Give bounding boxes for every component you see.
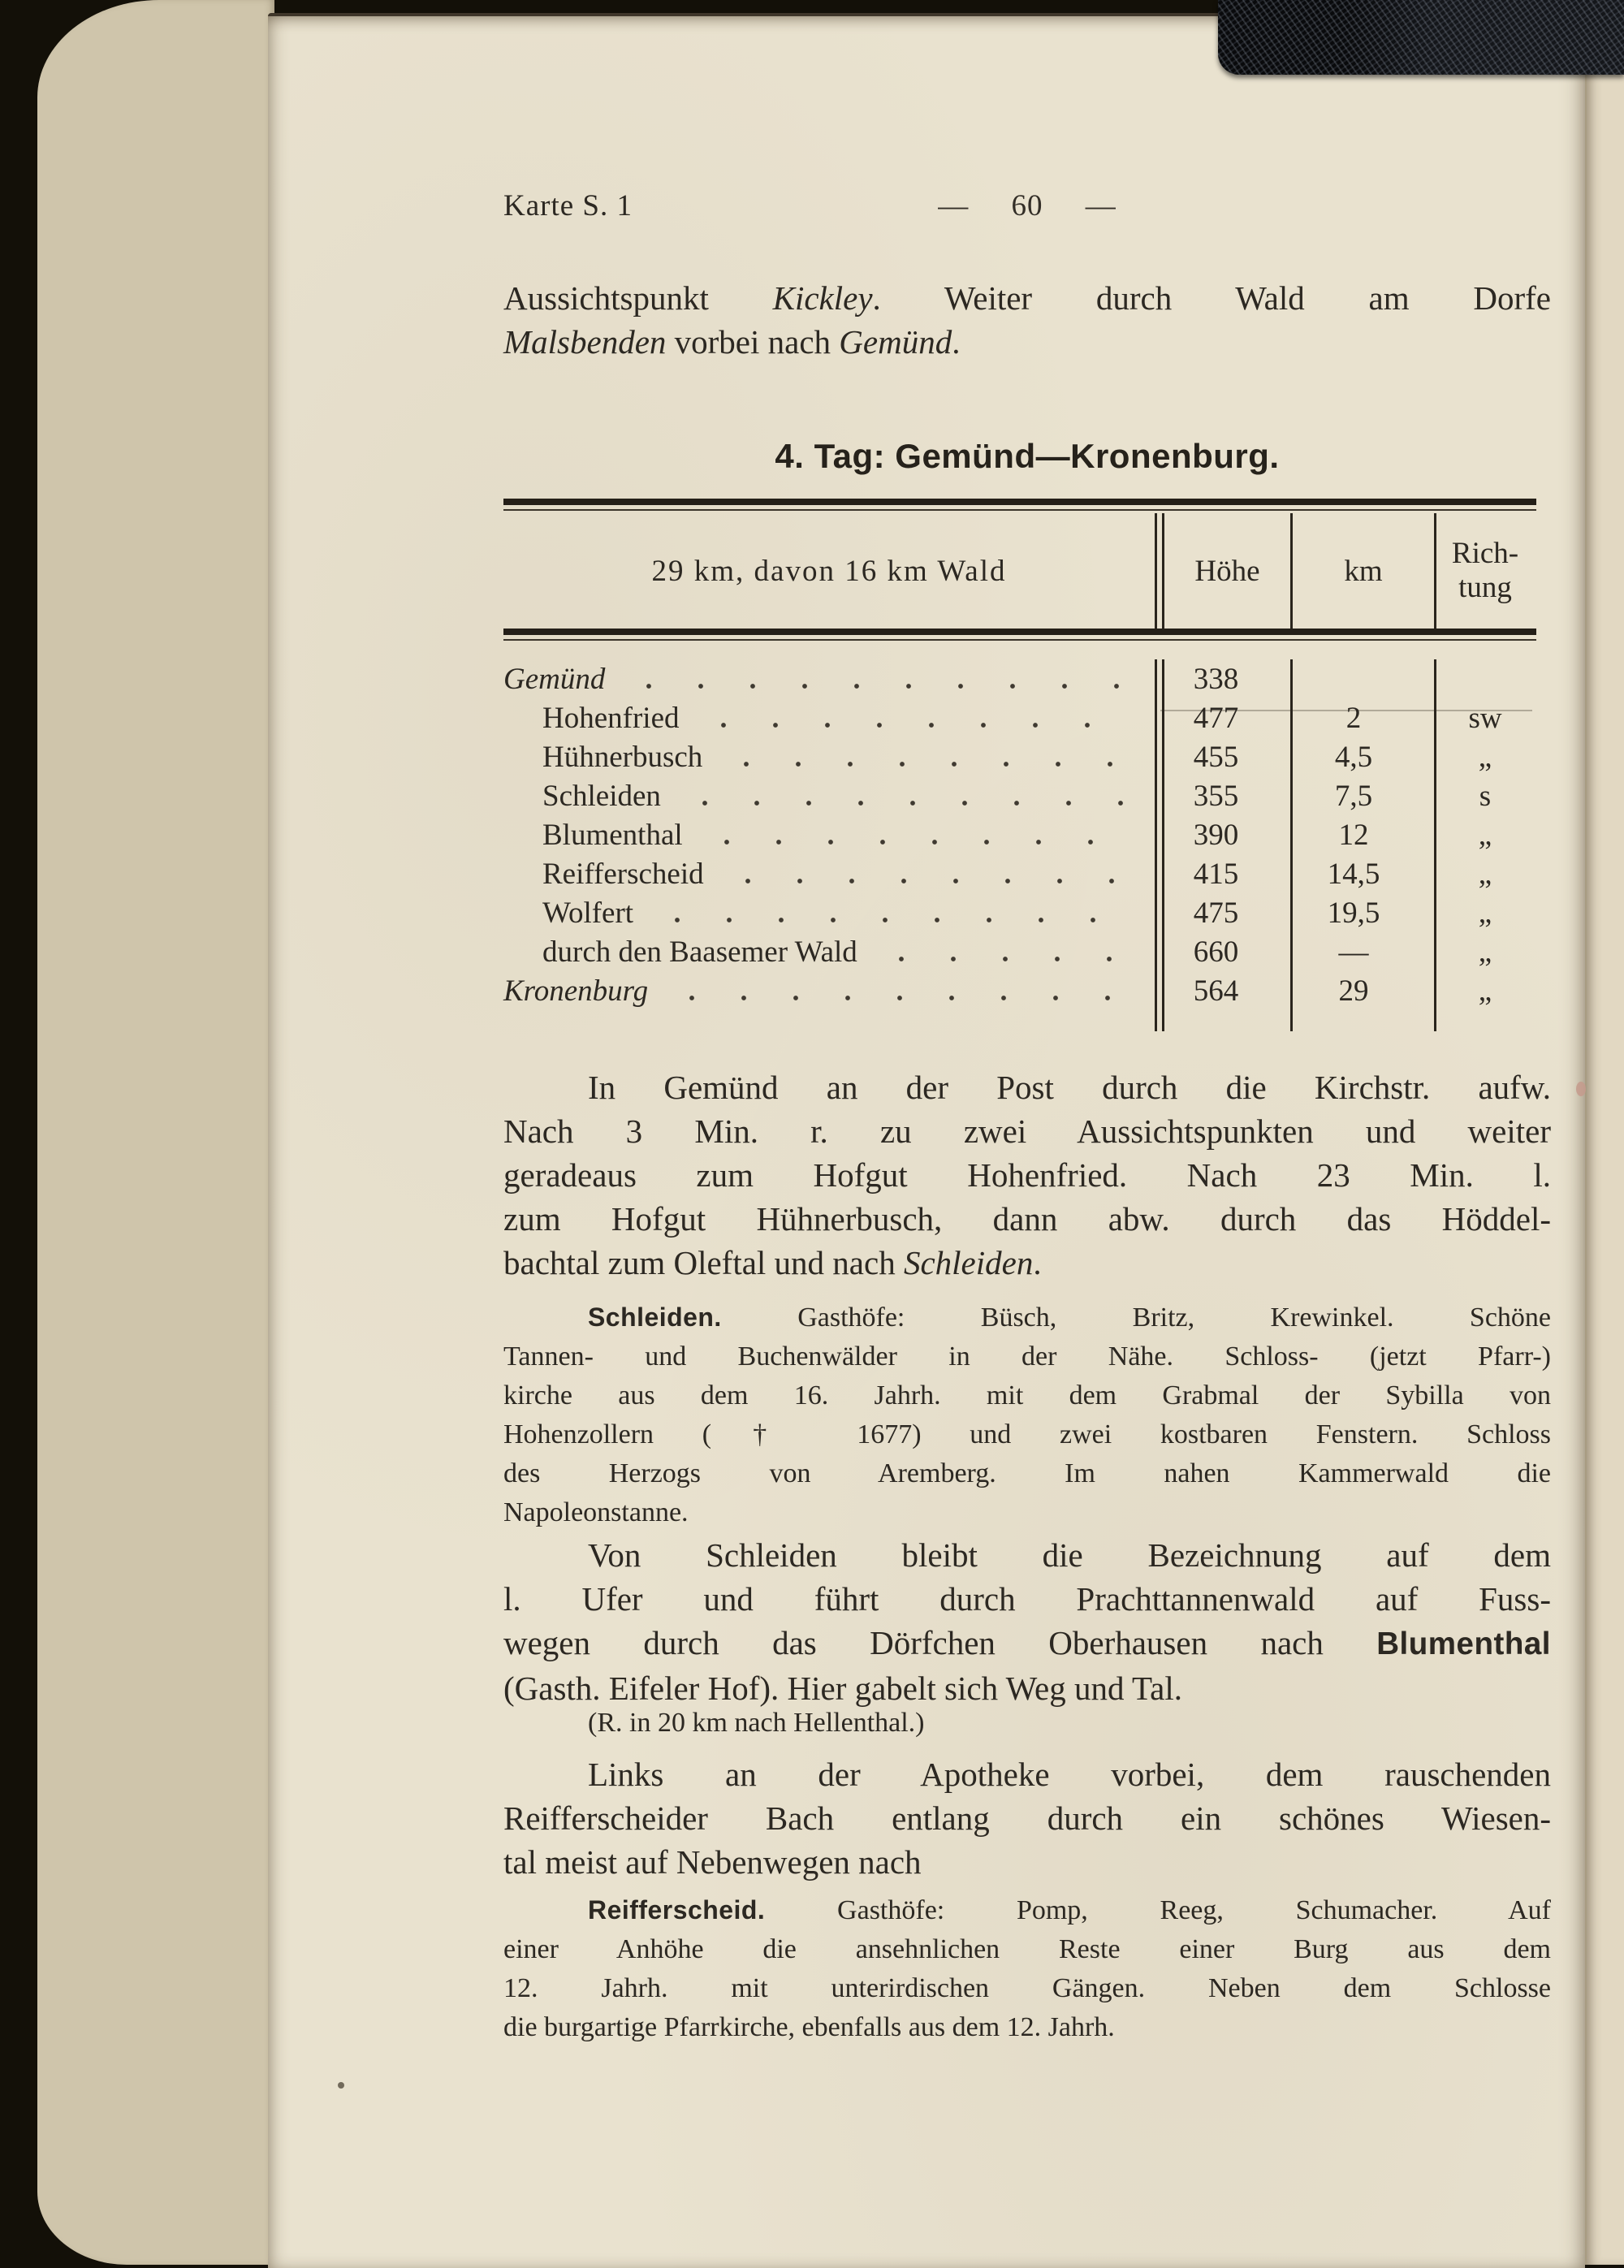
- table-row: [503, 815, 1536, 854]
- text-line: Reifferscheider Bach entlang durch ein schönes Wiesen-: [503, 1799, 1551, 1837]
- text-line: bachtal zum Oleftal und nach Schleiden.: [503, 1244, 1042, 1281]
- cell-hoehe: 338: [1162, 659, 1290, 698]
- cell-km: 2: [1290, 698, 1434, 737]
- cell-km: —: [1290, 932, 1434, 971]
- cell-hoehe: 477: [1162, 698, 1290, 737]
- dot-leader: [679, 779, 1134, 815]
- dot-leader: [875, 935, 1134, 971]
- text-line: Nach 3 Min. r. zu zwei Aussichtspunkten und weiter: [503, 1112, 1551, 1150]
- table-row: [503, 737, 1536, 776]
- cell-hoehe: 660: [1162, 932, 1290, 971]
- page-stack-edges: [37, 0, 274, 2265]
- table-row: [503, 776, 1536, 815]
- italic-place-name: Malsbenden: [503, 323, 667, 361]
- text-line: Napoleonstanne.: [503, 1497, 689, 1527]
- cell-km: 14,5: [1290, 854, 1434, 893]
- table-header: [503, 513, 1536, 629]
- ink-dot: [338, 2082, 344, 2089]
- text-line: l. Ufer und führt durch Prachttannenwald auf Fuss-: [503, 1580, 1551, 1618]
- route-point-name: Wolfert: [542, 896, 634, 930]
- cell-km: 12: [1290, 815, 1434, 854]
- paragraph-apotheke: [503, 1752, 1551, 1884]
- route-point-cell: [503, 854, 1157, 893]
- text-line: einer Anhöhe die ansehnlichen Reste einer Burg aus dem: [503, 1934, 1551, 1964]
- cell-hoehe: 475: [1162, 893, 1290, 932]
- italic-place-name: Schleiden: [903, 1244, 1034, 1281]
- bold-place-name: Schleiden.: [588, 1302, 722, 1332]
- route-point-name: Gemünd: [503, 663, 606, 696]
- cell-richtung: „: [1434, 893, 1534, 932]
- facing-page-edge: [1585, 71, 1624, 2265]
- table-top-rule: [503, 499, 1536, 511]
- route-point-name: Reifferscheid: [542, 858, 704, 891]
- day-heading: 4. Tag: Gemünd—Kronenburg.: [775, 437, 1280, 475]
- text-line: kirche aus dem 16. Jahrh. mit dem Grabmal der Sybilla von: [503, 1380, 1551, 1410]
- text-line: 12. Jahrh. mit unterirdischen Gängen. Neben dem Schlosse: [503, 1973, 1551, 2003]
- text-line: Hohenzollern († 1677) und zwei kostbaren Fenstern. Schloss: [503, 1419, 1551, 1449]
- cell-hoehe: 390: [1162, 815, 1290, 854]
- cell-richtung: „: [1434, 932, 1534, 971]
- table-body: [503, 643, 1536, 1031]
- text-line: Aussichtspunkt Kickley. Weiter durch Wald am Dorfe: [503, 279, 1551, 317]
- route-point-cell: [503, 932, 1157, 971]
- text-line: Links an der Apotheke vorbei, dem rauschenden: [588, 1756, 1551, 1793]
- route-point-name: Blumenthal: [542, 819, 683, 852]
- route-point-cell: [503, 698, 1157, 737]
- paragraph-hellenthal-note: [503, 1704, 1551, 1743]
- paragraph-intro: [503, 276, 1551, 364]
- cell-hoehe: 455: [1162, 737, 1290, 776]
- dot-leader: [623, 662, 1134, 698]
- route-point-name: durch den Baasemer Wald: [542, 935, 857, 969]
- map-reference: Karte S. 1: [503, 189, 633, 222]
- text-line: In Gemünd an der Post durch die Kirchstr. aufw.: [588, 1069, 1551, 1106]
- cell-hoehe: 355: [1162, 776, 1290, 815]
- text-line: Tannen- und Buchenwälder in der Nähe. Schloss- (jetzt Pfarr-): [503, 1341, 1551, 1372]
- running-head: [503, 188, 1551, 226]
- cell-richtung: „: [1434, 737, 1534, 776]
- text-line: tal meist auf Nebenwegen nach: [503, 1843, 922, 1881]
- route-point-cell: [503, 971, 1157, 1010]
- route-point-name: Hühnerbusch: [542, 741, 703, 774]
- paragraph-reifferscheid: [503, 1890, 1551, 2047]
- route-point-cell: [503, 776, 1157, 815]
- route-point-name: Kronenburg: [503, 974, 649, 1008]
- paragraph-schleiden: [503, 1298, 1551, 1532]
- cell-km: 29: [1290, 971, 1434, 1010]
- cell-richtung: „: [1434, 815, 1534, 854]
- header-richtung: Rich- tung: [1434, 513, 1534, 629]
- italic-place-name: Gemünd: [839, 323, 952, 361]
- dot-leader: [722, 857, 1134, 893]
- text-line: geradeaus zum Hofgut Hohenfried. Nach 23 Min. l.: [503, 1156, 1551, 1194]
- text-line: die burgartige Pfarrkirche, ebenfalls aus dem 12. Jahrh.: [503, 2012, 1115, 2042]
- book-page: [268, 13, 1585, 2268]
- route-point-cell: [503, 659, 1157, 698]
- paragraph-gemuend-route: [503, 1065, 1551, 1285]
- text-line: (Gasth. Eifeler Hof). Hier gabelt sich Weg und Tal.: [503, 1670, 1182, 1707]
- route-point-name: Hohenfried: [542, 702, 680, 735]
- text-line: (R. in 20 km nach Hellenthal.): [588, 1708, 925, 1738]
- cell-hoehe: 415: [1162, 854, 1290, 893]
- cell-km: [1290, 659, 1434, 698]
- bold-place-name: Reifferscheid.: [588, 1895, 766, 1925]
- table-row: [503, 932, 1536, 971]
- text-line: des Herzogs von Aremberg. Im nahen Kammerwald die: [503, 1458, 1551, 1488]
- cell-km: 7,5: [1290, 776, 1434, 815]
- header-km: km: [1290, 513, 1434, 629]
- italic-place-name: Kickley: [772, 279, 873, 317]
- cell-richtung: [1434, 659, 1534, 698]
- dot-leader: [720, 740, 1134, 776]
- dot-leader: [666, 974, 1134, 1010]
- header-hoehe: Höhe: [1162, 513, 1290, 629]
- route-point-name: Schleiden: [542, 780, 661, 813]
- table-row: [503, 698, 1536, 737]
- paragraph-von-schleiden: [503, 1533, 1551, 1710]
- page-number: — 60 —: [938, 189, 1116, 222]
- book-cover-cloth: [1218, 0, 1624, 75]
- text-line: Reifferscheid. Gasthöfe: Pomp, Reeg, Schumacher. Auf: [588, 1895, 1551, 1925]
- paper-speck: [1576, 1082, 1586, 1096]
- table-row: [503, 659, 1536, 698]
- table-row: [503, 971, 1536, 1010]
- cell-richtung: „: [1434, 971, 1534, 1010]
- route-point-cell: [503, 893, 1157, 932]
- header-route: 29 km, davon 16 km Wald: [503, 513, 1157, 629]
- table-row-spacer: [503, 1010, 1536, 1031]
- dot-leader: [651, 896, 1134, 932]
- text-line: Malsbenden vorbei nach Gemünd.: [503, 323, 961, 361]
- cell-richtung: „: [1434, 854, 1534, 893]
- route-point-cell: [503, 737, 1157, 776]
- dot-leader: [701, 818, 1134, 854]
- table-mid-rule: [503, 629, 1536, 641]
- cell-richtung: sw: [1434, 698, 1534, 737]
- dot-leader: [698, 701, 1134, 737]
- route-point-cell: [503, 815, 1157, 854]
- cell-richtung: s: [1434, 776, 1534, 815]
- text-line: wegen durch das Dörfchen Oberhausen nach Blumenthal: [503, 1624, 1551, 1661]
- cell-km: 4,5: [1290, 737, 1434, 776]
- text-line: zum Hofgut Hühnerbusch, dann abw. durch das Höddel-: [503, 1200, 1551, 1238]
- cell-km: 19,5: [1290, 893, 1434, 932]
- cell-hoehe: 564: [1162, 971, 1290, 1010]
- text-line: Schleiden. Gasthöfe: Büsch, Britz, Krewinkel. Schöne: [588, 1302, 1551, 1333]
- bold-place-name: Blumenthal: [1376, 1626, 1551, 1661]
- table-row: [503, 854, 1536, 893]
- text-line: Von Schleiden bleibt die Bezeichnung auf dem: [588, 1536, 1551, 1574]
- table-row: [503, 893, 1536, 932]
